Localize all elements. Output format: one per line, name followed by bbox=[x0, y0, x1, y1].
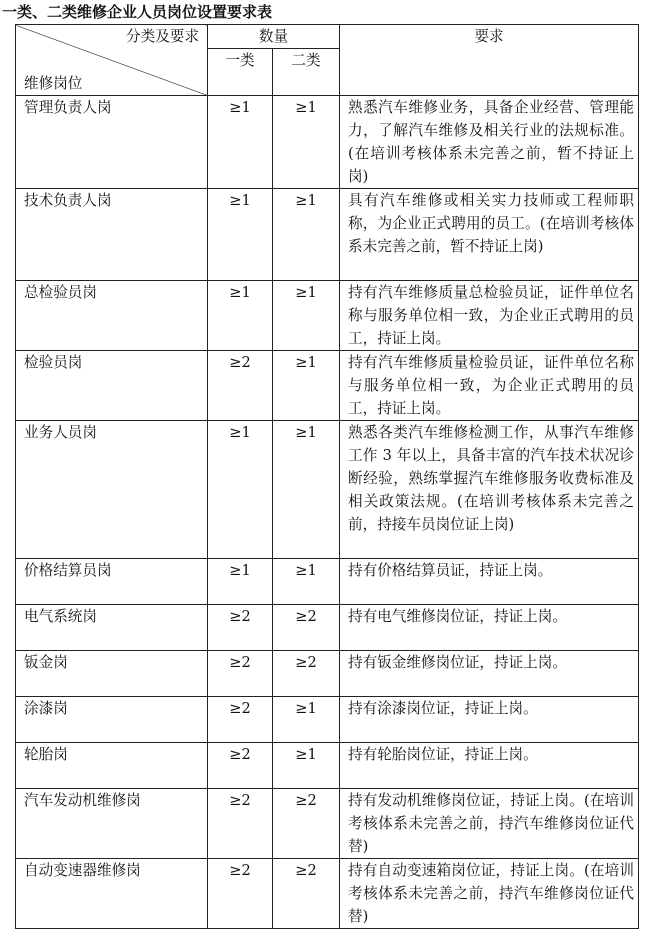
table-row bbox=[16, 651, 639, 697]
requirement-cell: 持有钣金维修岗位证，持证上岗。 bbox=[340, 651, 639, 697]
table-row bbox=[16, 559, 639, 605]
category-requirement-label: 分类及要求 bbox=[126, 28, 199, 45]
requirement-cell: 熟悉汽车维修业务，具备企业经营、管理能力，了解汽车维修及相关行业的法规标准。(在培训考核体系未完善之前，暂不持证上岗) bbox=[340, 96, 639, 189]
position-cell: 业务人员岗 bbox=[16, 421, 208, 559]
position-cell: 自动变速器维修岗 bbox=[16, 859, 208, 929]
class1-cell: ≥2 bbox=[208, 351, 273, 421]
position-cell: 总检验员岗 bbox=[16, 281, 208, 351]
class2-cell: ≥1 bbox=[273, 281, 340, 351]
position-cell: 价格结算员岗 bbox=[16, 559, 208, 605]
class1-cell: ≥1 bbox=[208, 421, 273, 559]
class2-cell: ≥1 bbox=[273, 421, 340, 559]
position-label: 维修岗位 bbox=[24, 75, 83, 92]
table-row bbox=[16, 351, 639, 421]
position-cell: 涂漆岗 bbox=[16, 697, 208, 743]
table-row bbox=[16, 743, 639, 789]
table-row bbox=[16, 789, 639, 859]
class1-cell: ≥2 bbox=[208, 605, 273, 651]
class2-cell: ≥1 bbox=[273, 559, 340, 605]
table-row bbox=[16, 859, 639, 929]
requirement-cell: 持有汽车维修质量检验员证，证件单位名称与服务单位相一致，为企业正式聘用的员工，持证上岗。 bbox=[340, 351, 639, 421]
class1-cell: ≥2 bbox=[208, 743, 273, 789]
class2-header: 二类 bbox=[273, 49, 340, 96]
position-cell: 管理负责人岗 bbox=[16, 96, 208, 189]
table-row bbox=[16, 697, 639, 743]
position-cell: 检验员岗 bbox=[16, 351, 208, 421]
class2-cell: ≥1 bbox=[273, 351, 340, 421]
position-cell: 汽车发动机维修岗 bbox=[16, 789, 208, 859]
class2-cell: ≥1 bbox=[273, 697, 340, 743]
requirement-header: 要求 bbox=[340, 25, 639, 96]
requirement-cell: 持有价格结算员证，持证上岗。 bbox=[340, 559, 639, 605]
class1-cell: ≥1 bbox=[208, 96, 273, 189]
class1-cell: ≥2 bbox=[208, 789, 273, 859]
table-row bbox=[16, 281, 639, 351]
quantity-header: 数量 bbox=[208, 25, 340, 49]
requirement-cell: 持有自动变速箱岗位证，持证上岗。(在培训考核体系未完善之前，持汽车维修岗位证代替) bbox=[340, 859, 639, 929]
position-cell: 电气系统岗 bbox=[16, 605, 208, 651]
class1-cell: ≥1 bbox=[208, 559, 273, 605]
class1-cell: ≥2 bbox=[208, 859, 273, 929]
table-row bbox=[16, 96, 639, 189]
requirement-cell: 持有电气维修岗位证，持证上岗。 bbox=[340, 605, 639, 651]
position-cell: 技术负责人岗 bbox=[16, 189, 208, 281]
class1-header: 一类 bbox=[208, 49, 273, 96]
class2-cell: ≥2 bbox=[273, 605, 340, 651]
position-cell: 轮胎岗 bbox=[16, 743, 208, 789]
requirement-cell: 持有汽车维修质量总检验员证，证件单位名称与服务单位相一致，为企业正式聘用的员工，持证上岗。 bbox=[340, 281, 639, 351]
class2-cell: ≥2 bbox=[273, 651, 340, 697]
class2-cell: ≥1 bbox=[273, 189, 340, 281]
requirement-cell: 具有汽车维修或相关实力技师或工程师职称，为企业正式聘用的员工。(在培训考核体系未完善之前，暂不持证上岗) bbox=[340, 189, 639, 281]
requirement-cell: 持有发动机维修岗位证，持证上岗。(在培训考核体系未完善之前，持汽车维修岗位证代替) bbox=[340, 789, 639, 859]
requirement-cell: 熟悉各类汽车维修检测工作，从事汽车维修工作 3 年以上，具备丰富的汽车技术状况诊断经验，熟练掌握汽车维修服务收费标准及相关政策法规。(在培训考核体系未完善之前，持接车员岗位证上岗) bbox=[340, 421, 639, 559]
table-row bbox=[16, 421, 639, 559]
table-row bbox=[16, 605, 639, 651]
table-row bbox=[16, 189, 639, 281]
class2-cell: ≥2 bbox=[273, 789, 340, 859]
requirement-cell: 持有涂漆岗位证，持证上岗。 bbox=[340, 697, 639, 743]
class1-cell: ≥1 bbox=[208, 189, 273, 281]
class2-cell: ≥1 bbox=[273, 96, 340, 189]
page-title: 一类、二类维修企业人员岗位设置要求表 bbox=[2, 3, 273, 21]
class1-cell: ≥2 bbox=[208, 651, 273, 697]
class1-cell: ≥1 bbox=[208, 281, 273, 351]
class2-cell: ≥2 bbox=[273, 859, 340, 929]
class1-cell: ≥2 bbox=[208, 697, 273, 743]
class2-cell: ≥1 bbox=[273, 743, 340, 789]
position-cell: 钣金岗 bbox=[16, 651, 208, 697]
requirements-table bbox=[15, 24, 639, 929]
requirement-cell: 持有轮胎岗位证，持证上岗。 bbox=[340, 743, 639, 789]
diagonal-header-cell bbox=[16, 25, 208, 96]
